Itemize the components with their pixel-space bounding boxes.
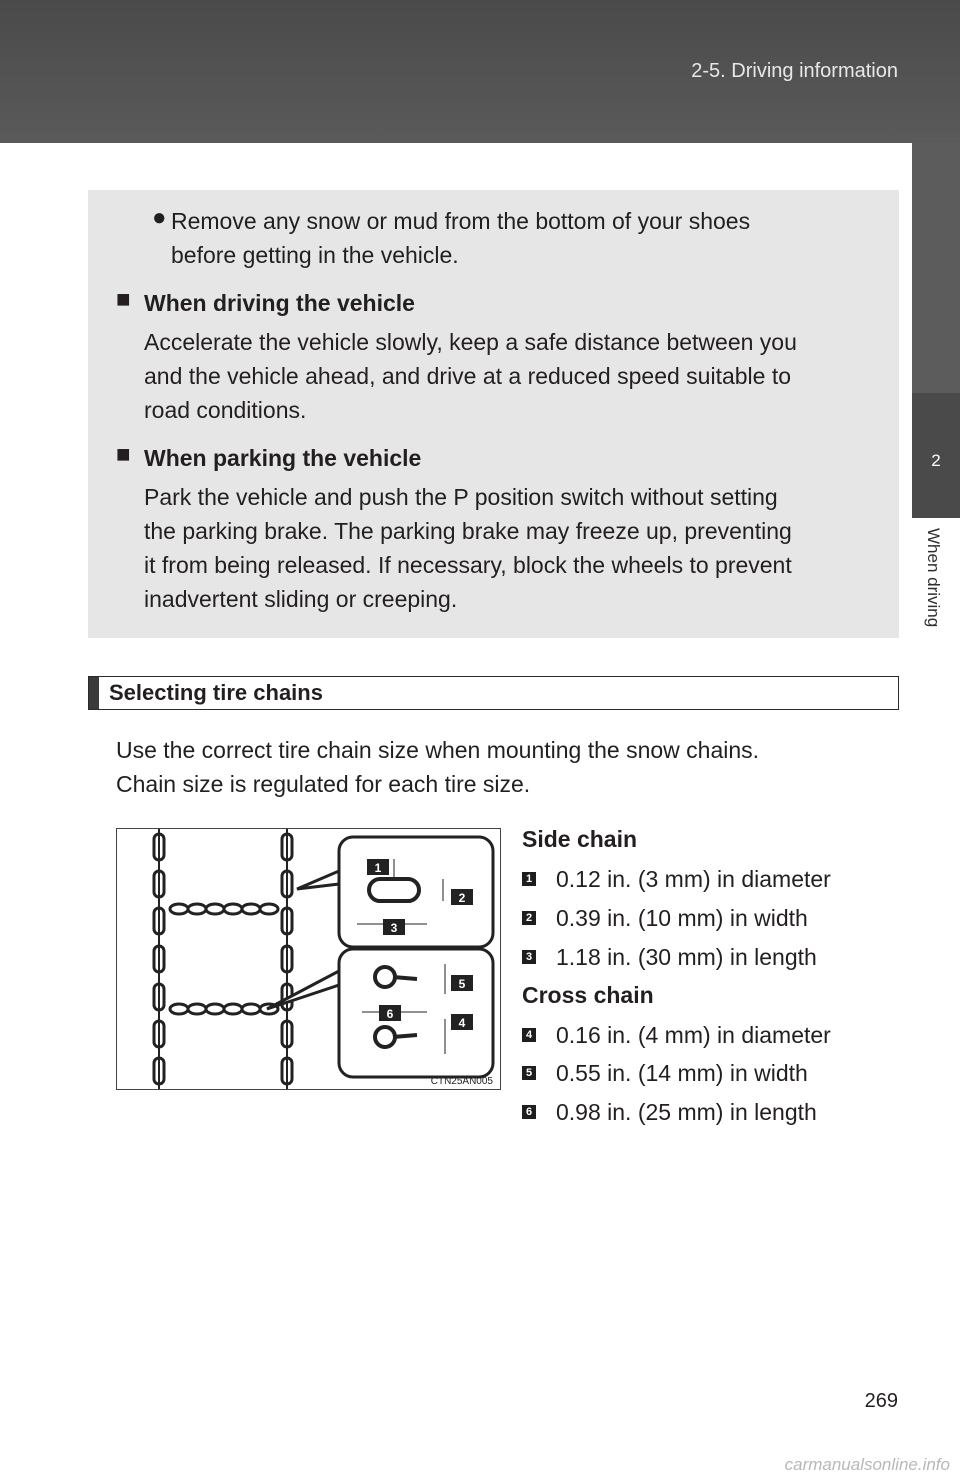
chapter-label: When driving bbox=[924, 528, 943, 628]
cross-chain-bottom bbox=[170, 1004, 278, 1014]
bullet-line-2: before getting in the vehicle. bbox=[171, 242, 459, 268]
svg-text:5: 5 bbox=[458, 977, 466, 991]
svg-text:4: 4 bbox=[458, 1016, 466, 1030]
legend-number-6: 6 bbox=[522, 1105, 536, 1119]
cross-detail-panel bbox=[339, 949, 493, 1077]
section-accent bbox=[89, 677, 99, 709]
side-chain-left bbox=[154, 829, 164, 1089]
square-bullet-icon: ■ bbox=[116, 286, 131, 313]
side-chain-right bbox=[282, 829, 292, 1089]
cross-chain-heading: Cross chain bbox=[522, 982, 654, 1008]
legend-number-5: 5 bbox=[522, 1066, 536, 1080]
section-title: 2-5. Driving information bbox=[691, 60, 898, 82]
chapter-number: 2 bbox=[931, 451, 941, 470]
driving-heading: When driving the vehicle bbox=[144, 290, 415, 316]
parking-line-4: inadvertent sliding or creeping. bbox=[144, 586, 458, 612]
legend-item-6: 0.98 in. (25 mm) in length bbox=[556, 1099, 817, 1125]
side-tab-background bbox=[912, 143, 960, 393]
intro-line-1: Use the correct tire chain size when mounting the snow chains. bbox=[116, 737, 760, 763]
parking-line-2: the parking brake. The parking brake may freeze up, preventing bbox=[144, 518, 792, 544]
chain-illustration bbox=[117, 829, 500, 1089]
pointer-cross bbox=[267, 971, 339, 1009]
watermark: carmanualsonline.info bbox=[784, 1455, 950, 1474]
side-tab-spacer bbox=[912, 698, 960, 1484]
side-chain-heading: Side chain bbox=[522, 826, 638, 852]
bullet-line-1: Remove any snow or mud from the bottom of your shoes bbox=[171, 208, 751, 234]
callout-4 bbox=[451, 1014, 473, 1030]
chapter-tab[interactable] bbox=[912, 393, 960, 518]
callout-6 bbox=[379, 1005, 401, 1021]
legend-number-4: 4 bbox=[522, 1028, 536, 1042]
driving-line-3: road conditions. bbox=[144, 397, 307, 423]
driving-line-2: and the vehicle ahead, and drive at a reduced speed suitable to bbox=[144, 363, 792, 389]
legend-number-3: 3 bbox=[522, 950, 536, 964]
driving-line-1: Accelerate the vehicle slowly, keep a safe distance between you bbox=[144, 329, 797, 355]
circle-bullet-icon: ● bbox=[152, 204, 167, 231]
page-number: 269 bbox=[864, 1390, 898, 1412]
figure-code: CTN25AN005 bbox=[430, 1076, 493, 1087]
chapter-label-area bbox=[912, 518, 960, 698]
section-title-text: Selecting tire chains bbox=[109, 680, 323, 705]
svg-text:3: 3 bbox=[390, 921, 398, 935]
legend-number-1: 1 bbox=[522, 872, 536, 886]
parking-line-1: Park the vehicle and push the P position switch without setting bbox=[144, 484, 778, 510]
callout-3 bbox=[383, 919, 405, 935]
callout-1 bbox=[367, 859, 389, 875]
tire-chain-figure bbox=[116, 828, 501, 1090]
square-bullet-icon: ■ bbox=[116, 441, 131, 468]
section-heading bbox=[88, 676, 899, 710]
legend-item-1: 0.12 in. (3 mm) in diameter bbox=[556, 866, 831, 892]
callout-2 bbox=[451, 889, 473, 905]
parking-line-3: it from being released. If necessary, block the wheels to prevent bbox=[144, 552, 792, 578]
svg-text:1: 1 bbox=[374, 861, 382, 875]
page-header bbox=[0, 0, 960, 143]
callout-5 bbox=[451, 975, 473, 991]
cross-chain-top bbox=[170, 904, 278, 914]
legend-number-2: 2 bbox=[522, 911, 536, 925]
svg-text:6: 6 bbox=[386, 1007, 394, 1021]
parking-heading: When parking the vehicle bbox=[144, 445, 422, 471]
note-box bbox=[88, 190, 899, 638]
legend-item-4: 0.16 in. (4 mm) in diameter bbox=[556, 1022, 831, 1048]
svg-text:2: 2 bbox=[458, 891, 466, 905]
pointer-side bbox=[297, 871, 339, 889]
legend-item-2: 0.39 in. (10 mm) in width bbox=[556, 905, 808, 931]
legend-item-5: 0.55 in. (14 mm) in width bbox=[556, 1060, 808, 1086]
intro-line-2: Chain size is regulated for each tire size. bbox=[116, 771, 531, 797]
legend-item-3: 1.18 in. (30 mm) in length bbox=[556, 944, 817, 970]
